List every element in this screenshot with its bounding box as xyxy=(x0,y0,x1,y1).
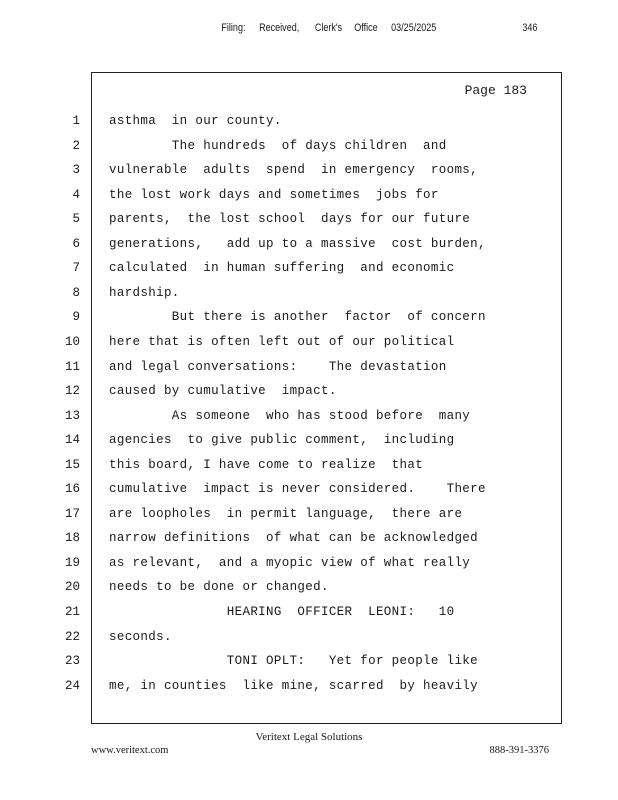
transcript-line: are loopholes in permit language, there are xyxy=(109,506,463,521)
line-number: 15 xyxy=(64,457,80,472)
line-number: 5 xyxy=(72,212,80,227)
received-label: Received, xyxy=(259,22,300,34)
line-number: 23 xyxy=(64,654,80,669)
transcript-line: me, in counties like mine, scarred by heavily xyxy=(109,678,479,693)
transcript-page-number: Page 183 xyxy=(464,83,527,98)
transcript-line: asthma in our county. xyxy=(109,114,282,128)
line-number: 3 xyxy=(72,163,80,178)
transcript-line: cumulative impact is never considered. There xyxy=(109,482,486,497)
line-number: 4 xyxy=(72,187,80,202)
transcript-line: The hundreds of days children and xyxy=(109,138,447,153)
transcript-line: agencies to give public comment, including xyxy=(109,433,455,448)
transcript-line: As someone who has stood before many xyxy=(109,408,471,423)
filing-date: 03/25/2025 xyxy=(391,22,437,34)
line-number: 18 xyxy=(64,531,80,546)
office-label: Office xyxy=(354,22,378,34)
line-number: 19 xyxy=(64,555,80,570)
line-number: 16 xyxy=(64,482,80,497)
transcript-line: hardship. xyxy=(109,285,180,300)
line-number: 6 xyxy=(72,236,80,251)
line-number: 2 xyxy=(72,138,80,153)
line-number: 9 xyxy=(72,310,80,325)
transcript-line: But there is another factor of concern xyxy=(109,310,486,325)
transcript-line: this board, I have come to realize that xyxy=(109,457,424,472)
line-number: 20 xyxy=(64,580,80,595)
transcript-line: caused by cumulative impact. xyxy=(109,384,337,399)
transcript-line: as relevant, and a myopic view of what really xyxy=(109,555,471,570)
line-number: 8 xyxy=(72,285,80,300)
footer-phone: 888-391-3376 xyxy=(489,745,549,756)
transcript-line: generations, add up to a massive cost burden, xyxy=(109,236,486,251)
document-page-number: 346 xyxy=(522,22,538,34)
clerks-label: Clerk's xyxy=(314,22,343,34)
line-number: 10 xyxy=(64,334,80,349)
line-number: 13 xyxy=(64,408,80,423)
line-number: 7 xyxy=(72,261,80,276)
footer-company: Veritext Legal Solutions xyxy=(255,731,363,743)
line-number: 22 xyxy=(64,629,80,644)
transcript-line: TONI OPLT: Yet for people like xyxy=(109,654,479,669)
transcript-line: vulnerable adults spend in emergency rooms, xyxy=(109,163,479,178)
transcript-line: HEARING OFFICER LEONI: 10 xyxy=(109,605,455,619)
transcript-line: parents, the lost school days for our future xyxy=(109,212,471,227)
transcript-line: needs to be done or changed. xyxy=(109,580,329,595)
line-number: 1 xyxy=(72,114,80,128)
transcript-line: the lost work days and sometimes jobs for xyxy=(109,187,439,202)
transcript-line: and legal conversations: The devastation xyxy=(109,359,447,374)
line-number: 21 xyxy=(64,605,80,619)
line-number: 11 xyxy=(64,359,80,374)
line-number: 17 xyxy=(64,506,80,521)
transcript-line: narrow definitions of what can be acknowledged xyxy=(109,531,479,546)
footer-website: www.veritext.com xyxy=(91,745,169,756)
line-number: 14 xyxy=(64,433,80,448)
transcript-line: calculated in human suffering and economic xyxy=(109,261,455,276)
transcript-line: here that is often left out of our political xyxy=(109,334,455,349)
filing-label: Filing: xyxy=(221,22,246,34)
line-number: 24 xyxy=(64,678,80,693)
transcript-line: seconds. xyxy=(109,629,172,644)
line-number: 12 xyxy=(64,384,80,399)
